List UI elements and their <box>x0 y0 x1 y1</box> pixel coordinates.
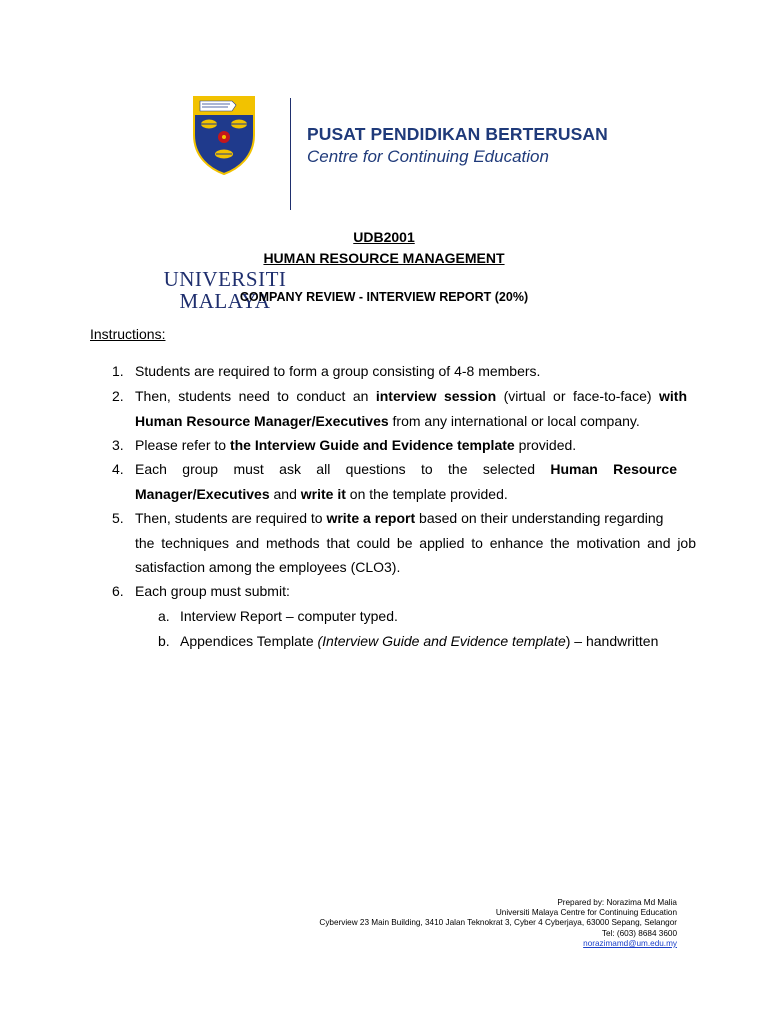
instructions-heading: Instructions: <box>90 326 166 342</box>
item-number: 5. <box>112 510 124 526</box>
item-text-line2: the techniques and methods that could be applied to enhance the motivation and job <box>135 534 696 551</box>
item-text-line1: Then, students are required to write a report based on their understanding regarding <box>135 510 664 526</box>
item-number: 2. <box>112 388 124 404</box>
footer-email-link[interactable]: norazimamd@um.edu.my <box>583 938 677 948</box>
centre-subtitle: Centre for Continuing Education <box>307 147 549 166</box>
footer-prepared-by: Prepared by: Norazima Md Malia <box>557 898 677 907</box>
item-text-line1: Each group must ask all questions to the selected Human Resource <box>135 461 677 477</box>
item-number: 3. <box>112 437 124 453</box>
item-text-line2: Human Resource Manager/Executives from any international or local company. <box>135 412 640 429</box>
report-title: COMPANY REVIEW - INTERVIEW REPORT (20%) <box>239 290 529 304</box>
item-text: Students are required to form a group consisting of 4-8 members. <box>135 363 541 379</box>
centre-title: PUSAT PENDIDIKAN BERTERUSAN <box>307 124 608 144</box>
item-text: Please refer to the Interview Guide and Evidence template provided. <box>135 437 577 453</box>
footer-institution: Universiti Malaya Centre for Continuing Education <box>495 908 677 918</box>
item-text-line1: Then, students need to conduct an interview session (virtual or face-to-face) with <box>135 388 687 404</box>
course-name: HUMAN RESOURCE MANAGEMENT <box>263 250 505 266</box>
sub-item-text: Appendices Template (Interview Guide and Evidence template) – handwritten <box>180 633 659 649</box>
course-code: UDB2001 <box>353 229 415 245</box>
university-logo <box>160 92 290 313</box>
university-name-line2: MALAYA <box>179 289 271 313</box>
footer-tel: Tel: (603) 8684 3600 <box>601 928 677 938</box>
item-text-line2: Manager/Executives and write it on the template provided. <box>135 485 508 502</box>
university-name-line1: UNIVERSITI <box>163 267 287 291</box>
header-divider <box>290 98 291 210</box>
item-number: 4. <box>112 461 124 477</box>
item-number: 6. <box>112 583 124 599</box>
item-text: Each group must submit: <box>135 583 290 599</box>
sub-item-letter: b. <box>158 633 170 649</box>
item-text-line3: satisfaction among the employees (CLO3). <box>135 559 401 575</box>
footer-address: Cyberview 23 Main Building, 3410 Jalan Teknokrat 3, Cyber 4 Cyberjaya, 63000 Sepang, Selangor <box>319 918 677 928</box>
university-crest-icon <box>192 95 256 175</box>
item-number: 1. <box>112 363 124 379</box>
sub-item-text: Interview Report – computer typed. <box>180 608 398 624</box>
sub-item-letter: a. <box>158 608 170 624</box>
footer-info <box>319 898 677 949</box>
